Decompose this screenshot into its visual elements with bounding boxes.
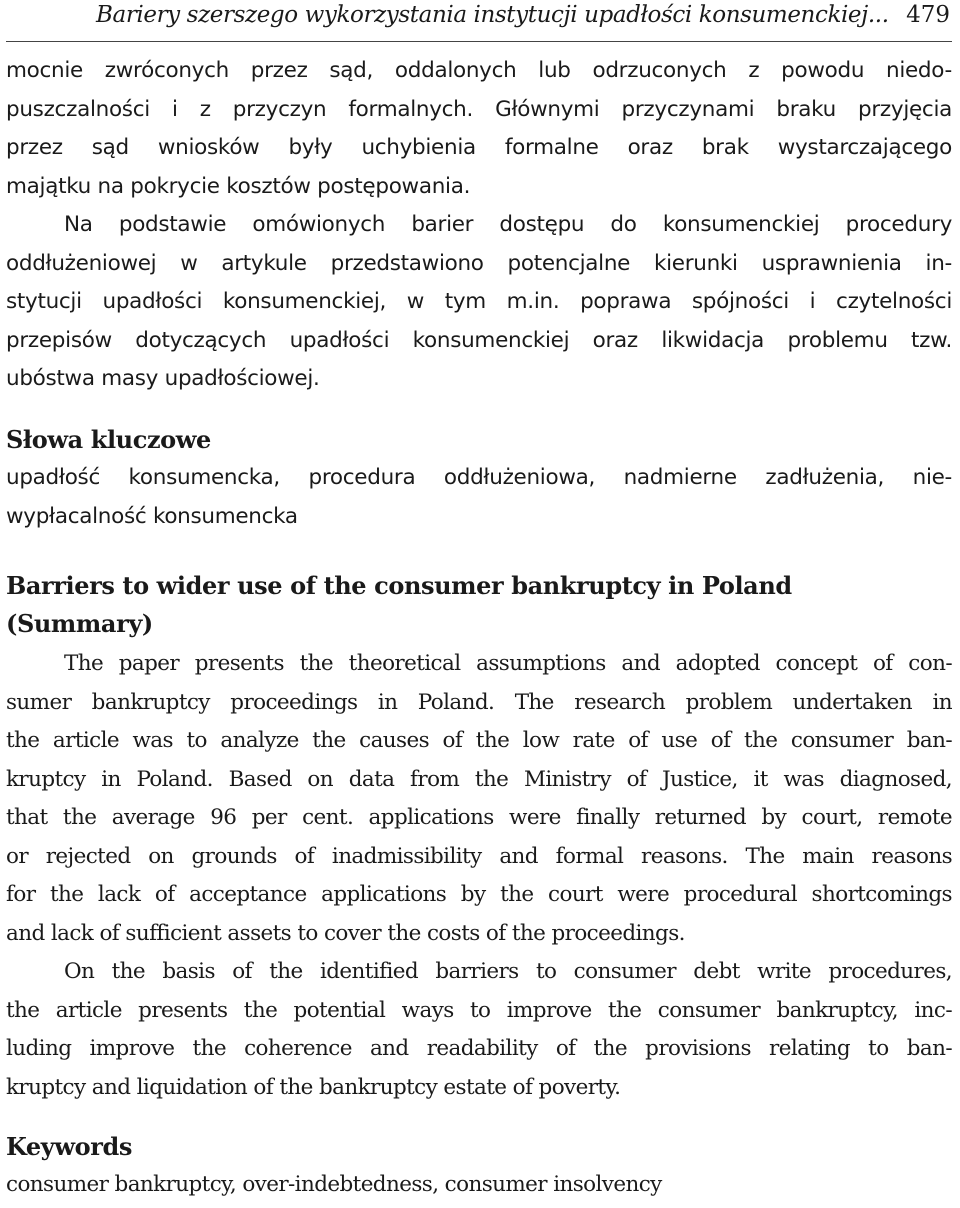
keywords-en-heading: Keywords [6, 1132, 132, 1161]
running-head [6, 0, 952, 42]
text-line: the article was to analyze the causes of the low rate of use of the consumer ban- [6, 728, 952, 753]
text-line: majątku na pokrycie kosztów postępowania. [6, 173, 471, 199]
text-line: for the lack of acceptance applications by the court were procedural shortcomings [6, 882, 952, 907]
keywords-pl-section [6, 421, 952, 536]
keywords-pl-heading: Słowa kluczowe [6, 425, 211, 454]
page-number: 479 [906, 2, 950, 28]
running-head-title: Bariery szerszego wykorzystania instytucji upadłości konsumenckiej... [96, 2, 889, 28]
text-line: ubóstwa masy upadłościowej. [6, 366, 320, 391]
text-line: The paper presents the theoretical assumptions and adopted concept of con- [64, 651, 952, 676]
text-line: upadłość konsumencka, procedura oddłużeniowa, nadmierne zadłużenia, nie- [6, 465, 952, 490]
text-line: puszczalności i z przyczyn formalnych. Głównymi przyczynami braku przyjęcia [6, 96, 952, 122]
polish-abstract [6, 52, 952, 399]
text-line: and lack of sufficient assets to cover the costs of the proceedings. [6, 920, 685, 946]
text-line: sumer bankruptcy proceedings in Poland. The research problem undertaken in [6, 689, 952, 715]
summary-section [6, 567, 952, 1107]
text-line: kruptcy and liquidation of the bankruptcy estate of poverty. [6, 1074, 621, 1100]
text-line: wypłacalność konsumencka [6, 503, 298, 529]
text-line: consumer bankruptcy, over-indebtedness, consumer insolvency [6, 1172, 662, 1197]
text-line: the article presents the potential ways to improve the consumer bankruptcy, inc- [6, 997, 952, 1023]
summary-subtitle: (Summary) [6, 609, 153, 638]
text-line: przepisów dotyczących upadłości konsumenckiej oraz likwidacja problemu tzw. [6, 327, 952, 353]
text-line: Na podstawie omówionych barier dostępu do konsumenckiej procedury [64, 212, 952, 237]
text-line: On the basis of the identified barriers to consumer debt write procedures, [64, 959, 952, 984]
text-line: luding improve the coherence and readability of the provisions relating to ban- [6, 1036, 952, 1061]
text-line: mocnie zwróconych przez sąd, oddalonych lub odrzuconych z powodu niedo- [6, 58, 952, 83]
text-line: stytucji upadłości konsumenckiej, w tym m.in. poprawa spójności i czytelności [6, 289, 952, 314]
text-line: przez sąd wniosków były uchybienia formalne oraz brak wystarczającego [6, 135, 952, 160]
text-line: kruptcy in Poland. Based on data from the Ministry of Justice, it was diagnosed, [6, 766, 952, 792]
keywords-en-section [6, 1128, 952, 1205]
summary-title: Barriers to wider use of the consumer bankruptcy in Poland [6, 571, 792, 600]
text-line: that the average 96 per cent. applications were finally returned by court, remote [6, 805, 952, 830]
text-line: oddłużeniowej w artykule przedstawiono potencjalne kierunki usprawnienia in- [6, 250, 952, 276]
text-line: or rejected on grounds of inadmissibility and formal reasons. The main reasons [6, 843, 952, 869]
